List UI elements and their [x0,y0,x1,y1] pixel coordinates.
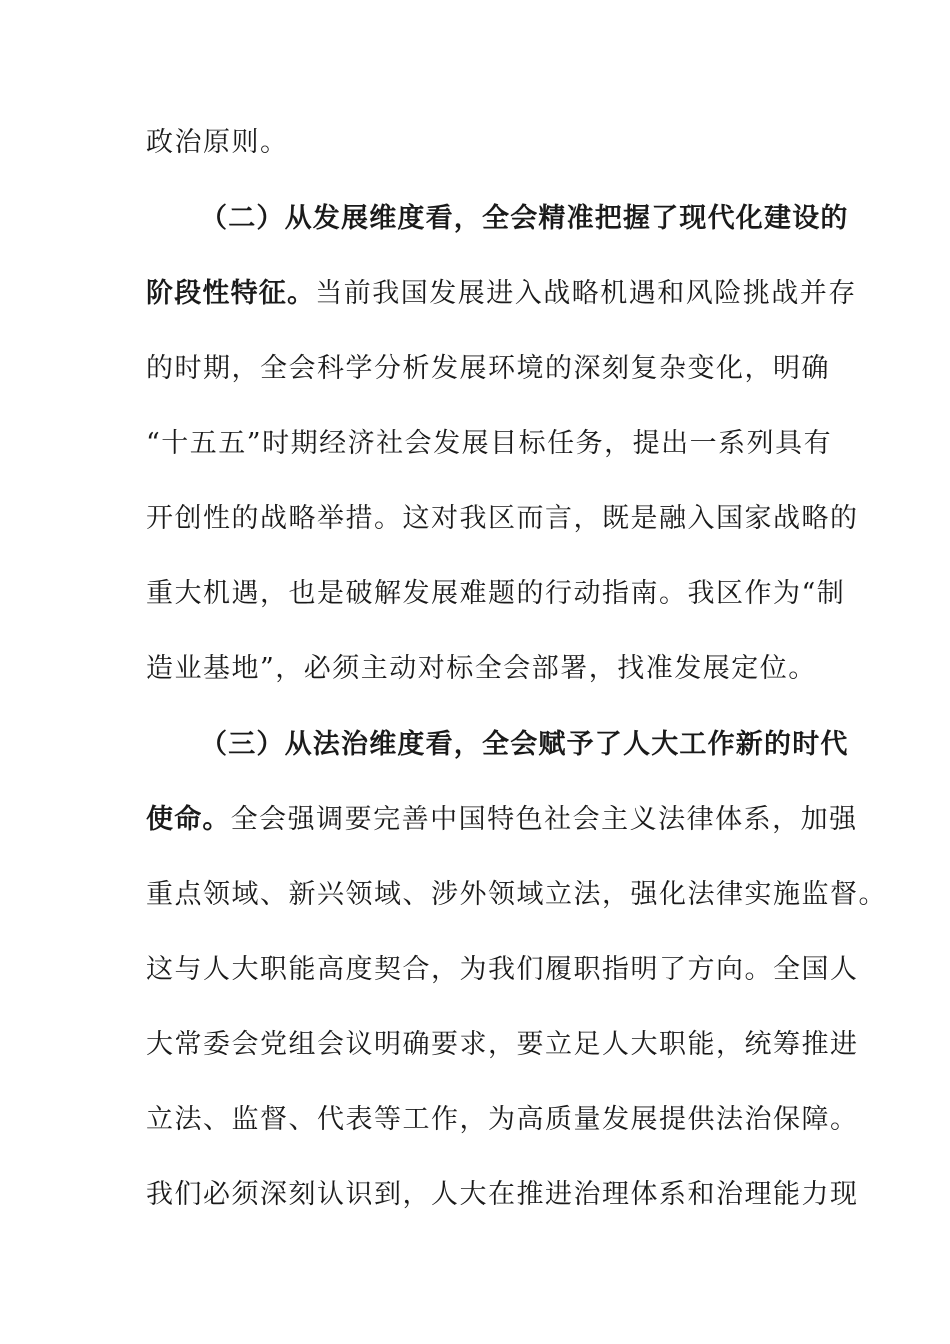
paragraph-line [146,952,859,988]
body-text: 我们必须深刻认识到，人大在推进治理体系和治理能力现 [146,1179,859,1210]
body-text: 立法、监督、代表等工作，为高质量发展提供法治保障。 [146,1104,859,1135]
paragraph-line [146,276,857,312]
paragraph-line [146,1102,859,1138]
section-heading: 使命。 [146,804,231,835]
paragraph-line [146,576,846,612]
paragraph-line [146,501,859,537]
section-heading: （三）从法治维度看，全会赋予了人大工作新的时代 [200,729,849,760]
body-text: 政治原则。 [146,127,289,158]
body-text: 的时期，全会科学分析发展环境的深刻复杂变化，明确 [146,353,830,384]
paragraph-line [146,1177,859,1213]
body-text: 大常委会党组会议明确要求，要立足人大职能，统筹推进 [146,1029,859,1060]
section-heading: （二）从发展维度看，全会精准把握了现代化建设的 [200,203,849,234]
paragraph-line [146,877,887,913]
paragraph-line [146,651,826,687]
body-text: 当前我国发展进入战略机遇和风险挑战并存 [315,278,857,309]
section-heading-3-line [200,727,880,763]
paragraph-line [146,1027,859,1063]
paragraph-line [146,351,830,387]
section-heading: 阶段性特征。 [146,278,316,309]
body-text: 重点领域、新兴领域、涉外领域立法，强化法律实施监督。 [146,879,887,910]
body-text: 重大机遇，也是破解发展难题的行动指南。我区作为“制 [146,578,846,609]
body-text: 造业基地”，必须主动对标全会部署，找准发展定位。 [146,653,817,684]
section-heading-2-line [200,201,880,237]
paragraph-line [146,125,826,161]
body-text: “十五五”时期经济社会发展目标任务，提出一系列具有 [146,428,833,459]
body-text: 全会强调要完善中国特色社会主义法律体系，加强 [230,804,858,835]
body-text: 这与人大职能高度契合，为我们履职指明了方向。全国人 [146,954,859,985]
paragraph-line [146,426,833,462]
body-text: 开创性的战略举措。这对我区而言，既是融入国家战略的 [146,503,859,534]
paragraph-line [146,802,858,838]
